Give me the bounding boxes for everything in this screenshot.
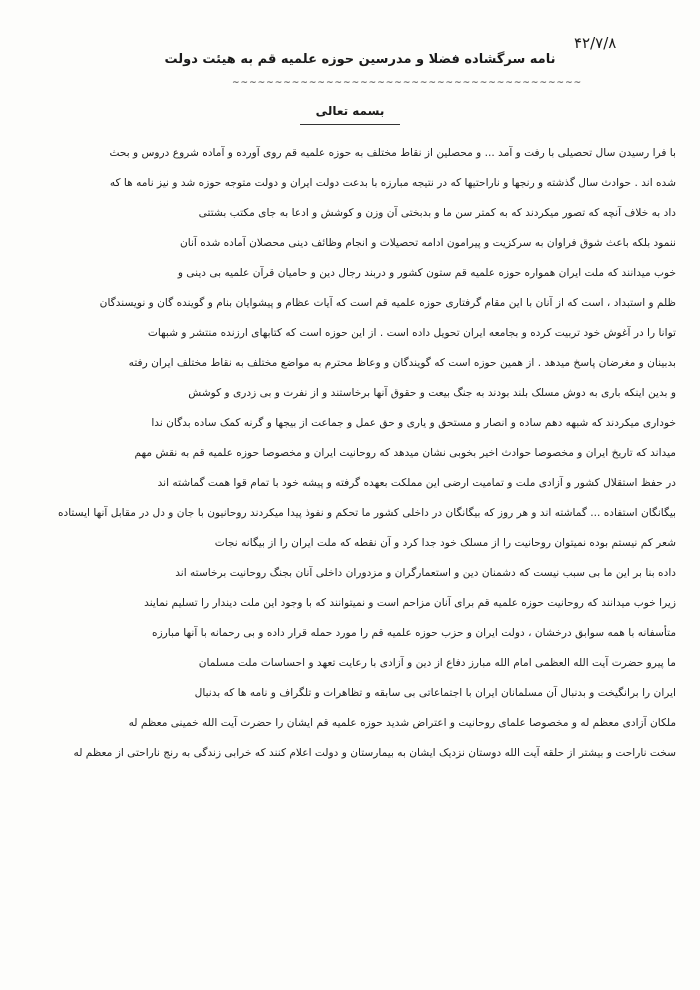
body-line: ایران را برانگیخت و بدنبال آن مسلمانان ایران با اجتماعاتی بی سابقه و تظاهرات و تلگراف و نامه ها که بدنبال bbox=[194, 687, 676, 699]
body-line: و بدین اینکه باری به دوش مسلک بلند بودند به جنگ بیعت و حقوق آنها برخاستند و از نفرت و بی زدری و کوشش bbox=[188, 387, 676, 399]
body-line: داده بنا بر این ما بی سبب نیست که دشمنان دین و استعمارگران و مزدوران داخلی آنان بجنگ روحانیت برخاسته اند bbox=[175, 567, 676, 579]
bismillah-heading: بسمه تعالی bbox=[315, 104, 385, 118]
body-line: ننمود بلکه باعث شوق فراوان به سرکزیت و پیرامون ادامه تحصیلات و انجام وظائف دینی محصلان آماده شده آنان bbox=[179, 237, 676, 249]
body-line: ظلم و استبداد ، است که از آنان با این مقام گرفتاری حوزه علمیه قم است که آیات عظام و پیشوایان بنام و گوینده گان و نویسندگان bbox=[99, 297, 676, 309]
body-line: داد به خلاف آنچه که تصور میکردند که به کمتر سن ما و بدبختی آن وزن و کوشش و ادعا به جای مکتب بشتتی bbox=[198, 207, 676, 219]
body-line: در حفظ استقلال کشور و آزادی ملت و تمامیت ارضی این مملکت بعهده گرفته و پیشه خود با تمام قوا همت گماشته اند bbox=[157, 477, 676, 489]
heading-underline bbox=[300, 124, 400, 125]
document-date: ۴۲/۷/۸ bbox=[574, 34, 617, 52]
body-line: زیرا خوب میدانند که روحانیت حوزه علمیه قم برای آنان مزاحم است و نمیتوانند که با وجود این ملت دیندار را تسلیم نمایند bbox=[144, 597, 676, 609]
body-line: متأسفانه با همه سوابق درخشان ، دولت ایران و حزب حوزه علمیه قم را مورد حمله قرار داده و بی رحمانه با آنها مبارزه bbox=[152, 627, 676, 639]
body-line: میداند که تاریخ ایران و مخصوصا حوادث اخیر بخوبی نشان میدهد که روحانیت ایران و مخصوصا حوزه علمیه قم به نقش مهم bbox=[134, 447, 676, 459]
body-line: بدبینان و مغرضان پاسخ میدهد . از همین حوزه است که گویندگان و وعاظ محترم به مواضع مختلف به نقاط مختلف ایران رفته bbox=[128, 357, 676, 369]
body-line: سخت ناراحت و بیشتر از حلقه آیت الله دوستان نزدیک ایشان به بیمارستان و دولت اعلام کنند که خرابی زندگی به رنج ناراحتی از معظم له bbox=[73, 747, 676, 759]
body-line: ملکان آزادی معظم له و مخصوصا علمای روحانیت و اعتراض شدید حوزه علمیه قم ایشان را حضرت آیت الله خمینی معظم له bbox=[128, 717, 676, 729]
body-line: ما پیرو حضرت آیت الله العظمی امام الله مبارز دفاع از دین و آزادی با رعایت تعهد و احساسات ملت مسلمان bbox=[198, 657, 676, 669]
document-title: نامه سرگشاده فضلا و مدرسین حوزه علمیه قم به هیئت دولت bbox=[164, 52, 556, 67]
body-line: توانا را در آغوش خود تربیت کرده و بجامعه ایران تحویل داده است . از این حوزه است که کتابهای ارزنده منتشر و شبهات bbox=[147, 327, 676, 339]
body-line: شده اند . حوادث سال گذشته و رنجها و ناراحتیها که در نتیجه مبارزه با بدعت دولت ایران و دولت متوجه حوزه شد و نیز نامه ها که bbox=[109, 177, 676, 189]
body-line: خوداری میکردند که شبهه دهم ساده و انصار و مستحق و یاری و حق عمل و جماعت از بیجها و گرنه کمک ساده بدگان ندا bbox=[151, 417, 676, 429]
body-line: خوب میدانند که ملت ایران همواره حوزه علمیه قم ستون کشور و دربند رجال دین و حامیان قرآن علمیه بی دینی و bbox=[177, 267, 676, 279]
body-line: بیگانگان استفاده ... گماشته اند و هر روز که بیگانگان در داخلی کشور ما تحکم و نفوذ پیدا میکردند روحانیون با جان و دل در مقابل آنها ایستاده bbox=[57, 507, 676, 519]
body-line: با فرا رسیدن سال تحصیلی با رفت و آمد ... و محصلین از نقاط مختلف به حوزه علمیه قم روی آورده و آماده شروع دروس و بحث bbox=[109, 147, 676, 159]
document-body bbox=[36, 138, 676, 978]
body-line: شعر کم نیستم بوده نمیتوان روحانیت را از مسلک خود جدا کرد و آن نقطه که ملت ایران را از بیگانه نجات bbox=[214, 537, 676, 549]
title-separator: ~~~~~~~~~~~~~~~~~~~~~~~~~~~~~~~~~~~~~~~~~ bbox=[232, 78, 583, 88]
